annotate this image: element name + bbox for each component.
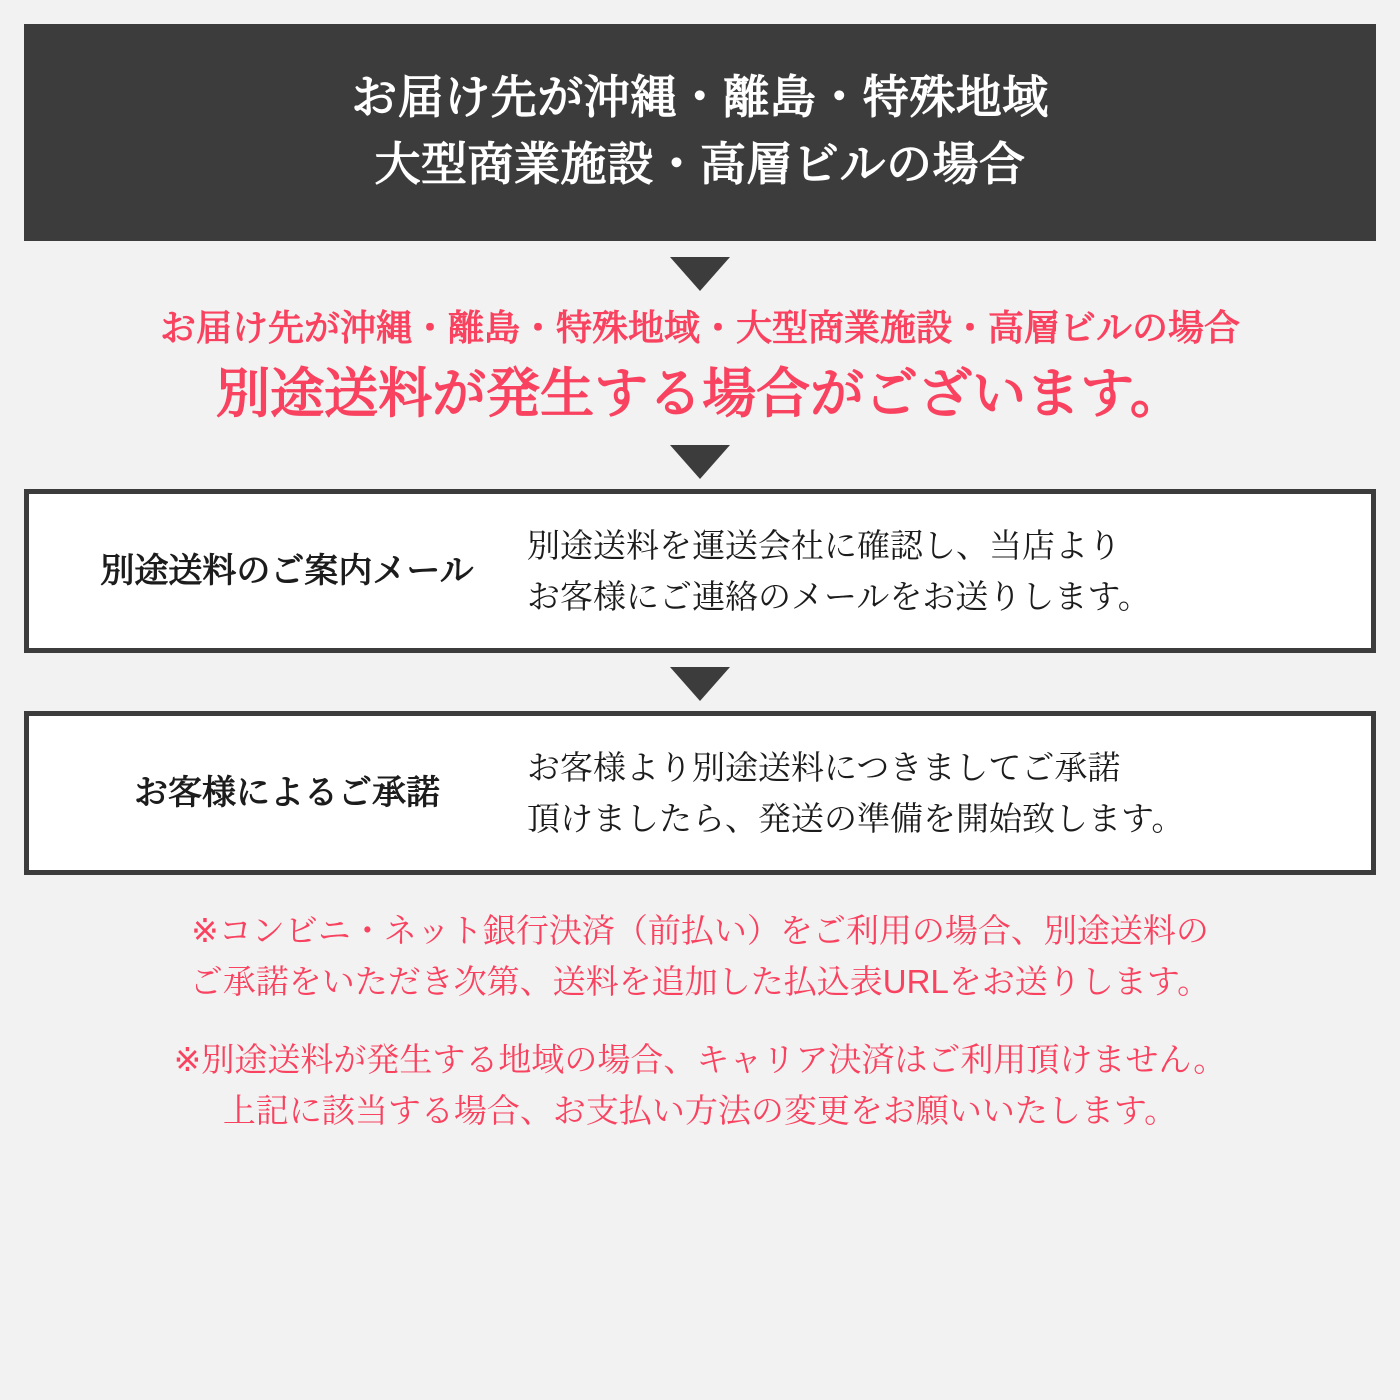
header-line-1: お届け先が沖縄・離島・特殊地域	[351, 71, 1049, 123]
notes-section	[24, 905, 1376, 1162]
step-1-title: 別途送料のご案内メール	[100, 551, 474, 590]
note-1	[24, 905, 1376, 1007]
header-banner	[24, 24, 1376, 241]
step-1-description	[527, 520, 1353, 622]
step-1-description-line-2: お客様にご連絡のメールをお送りします。	[527, 577, 1151, 615]
step-2-description-line-2: 頂けましたら、発送の準備を開始致します。	[527, 800, 1185, 838]
emphasis-block	[24, 303, 1376, 430]
emphasis-line-1: お届け先が沖縄・離島・特殊地域・大型商業施設・高層ビルの場合	[159, 307, 1240, 349]
arrow-down-icon-1	[670, 257, 730, 291]
note-2	[24, 1034, 1376, 1136]
step-box-2	[24, 711, 1376, 875]
step-2-title: お客様によるご承諾	[134, 773, 440, 812]
arrow-down-icon-2	[670, 445, 730, 479]
step-2-description-line-1: お客様より別途送料につきましてご承諾	[527, 748, 1121, 786]
note-2-line-2: 上記に該当する場合、お支払い方法の変更をお願いいたします。	[222, 1091, 1178, 1129]
step-1-description-line-1: 別途送料を運送会社に確認し、当店より	[527, 526, 1121, 564]
emphasis-line-2: 別途送料が発生する場合がございます。	[216, 363, 1184, 424]
arrow-down-icon-3	[670, 667, 730, 701]
header-line-2: 大型商業施設・高層ビルの場合	[374, 137, 1026, 190]
note-2-line-1: ※別途送料が発生する地域の場合、キャリア決済はご利用頂けません。	[173, 1040, 1227, 1078]
step-2-description	[527, 742, 1353, 844]
note-1-line-1: ※コンビニ・ネット銀行決済（前払い）をご利用の場合、別途送料の	[191, 912, 1209, 950]
note-1-line-2: ご承諾をいただき次第、送料を追加した払込表URLをお送りします。	[189, 963, 1211, 1001]
step-box-1	[24, 489, 1376, 653]
